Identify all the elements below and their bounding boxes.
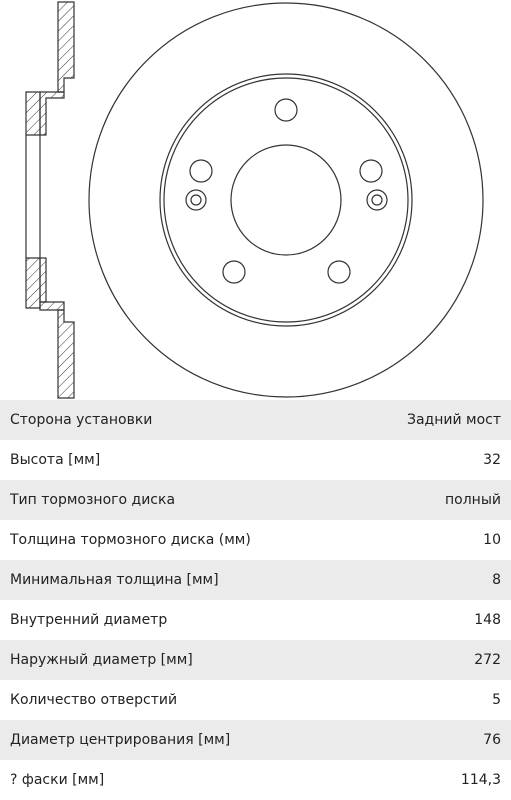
spec-value: 148 [474,612,501,628]
spec-value: 32 [483,452,501,468]
bolt-hole [328,261,350,283]
locator-hole [367,190,387,210]
spec-value: 5 [492,692,501,708]
spec-value: полный [445,492,501,508]
spec-value: 10 [483,532,501,548]
spec-label: Внутренний диаметр [10,612,168,628]
bolt-hole [360,160,382,182]
locator-hole [186,190,206,210]
spec-row [0,680,511,720]
spec-row [0,560,511,600]
spec-value: 76 [483,732,501,748]
spec-label: Диаметр центрирования [мм] [10,732,231,748]
spec-label: Количество отверстий [10,692,178,708]
disc-outer-edge [89,3,483,397]
spec-value: 8 [492,572,501,588]
spec-label: Толщина тормозного диска (мм) [10,532,251,548]
spec-row [0,480,511,520]
spec-label: Сторона установки [10,412,153,428]
front-view [89,3,483,397]
bolt-hole [223,261,245,283]
spec-row [0,720,511,760]
spec-label: Наружный диаметр [мм] [10,652,193,668]
spec-label: Минимальная толщина [мм] [10,572,219,588]
spec-row [0,640,511,680]
spec-value: 114,3 [460,772,501,788]
cross-section-view [26,2,74,398]
spec-label: ? фаски [мм] [10,772,105,788]
spec-label: Тип тормозного диска [10,492,176,508]
spec-row [0,760,511,800]
spec-label: Высота [мм] [10,452,101,468]
center-bore [231,145,341,255]
spec-row [0,520,511,560]
bolt-hole [190,160,212,182]
spec-row [0,440,511,480]
spec-value: Задний мост [406,412,501,428]
hat-outer-edge [160,74,412,326]
bolt-hole [275,99,297,121]
spec-row [0,600,511,640]
spec-value: 272 [474,652,501,668]
specifications-table [0,400,511,800]
spec-row [0,400,511,440]
